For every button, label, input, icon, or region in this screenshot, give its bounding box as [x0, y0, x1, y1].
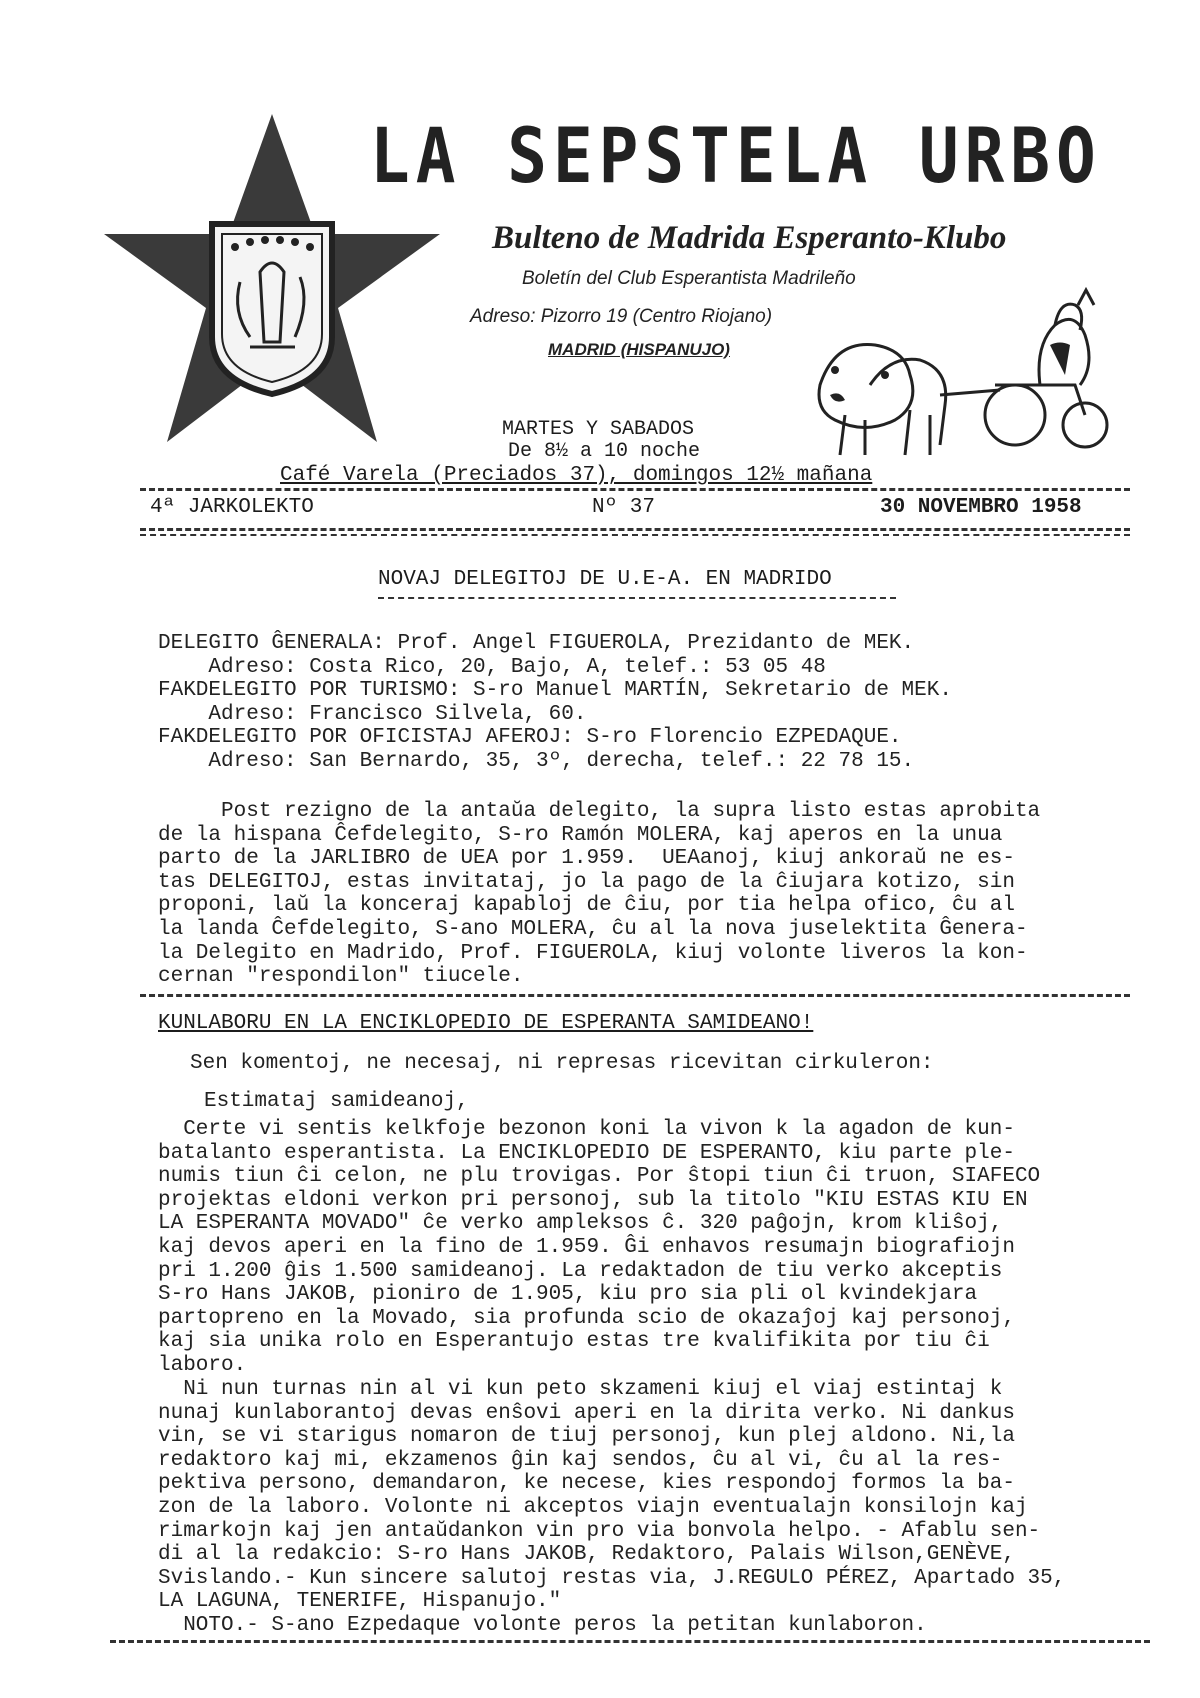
section1-heading-underline	[378, 597, 896, 599]
text-line: numis tiun ĉi celon, ne plu trovigas. Por ŝtopi tiun ĉi truon, SIAFECO	[158, 1165, 1041, 1189]
delegate-line: FAKDELEGITO POR OFICISTAJ AFEROJ: S-ro Florencio EZPEDAQUE.	[158, 726, 902, 750]
text-line: projektas eldoni verkon pri personoj, sub la titolo "KIU ESTAS KIU EN	[158, 1188, 1028, 1212]
text-line: pri 1.200 ĝis 1.500 samideanoj. La redaktadon de tiu verko akceptis	[158, 1259, 1003, 1283]
text-line: laboro.	[158, 1353, 247, 1377]
text-line: vin, se vi starigus nomaron de tiuj personoj, kun plej aldono. Ni,la	[158, 1425, 1015, 1449]
section2-heading: KUNLABORU EN LA ENCIKLOPEDIO DE ESPERANTA SAMIDEANO!	[158, 1012, 814, 1035]
text-line: di al la redakcio: S-ro Hans JAKOB, Redaktoro, Palais Wilson,GENÈVE,	[158, 1543, 1015, 1567]
text-line: partopreno en la Movado, sia profunda scio de okazaĵoj kaj personoj,	[158, 1306, 1015, 1330]
text-line: batalanto esperantista. La ENCIKLOPEDIO DE ESPERANTO, kiu parte ple-	[158, 1141, 1015, 1165]
cibeles-chariot-illustration	[810, 285, 1110, 460]
text-line: tas DELEGITOJ, estas invitataj, jo la pago de la ĉiujara kotizo, sin	[158, 870, 1015, 894]
text-line: la Delegito en Madrido, Prof. FIGUEROLA, kiuj volonte liveros la kon-	[158, 941, 1028, 965]
club-city: MADRID (HISPANUJO)	[548, 340, 730, 359]
text-line: Post rezigno de la antaŭa delegito, la supra listo estas aprobita	[158, 800, 1041, 823]
text-line: rimarkojn kaj jen antaŭdankon vin pro via bonvola helpo. - Afablu sen-	[158, 1519, 1041, 1543]
delegates-list	[158, 632, 952, 774]
delegate-line: DELEGITO ĜENERALA: Prof. Angel FIGUEROLA, Prezidanto de MEK.	[158, 632, 915, 655]
text-line: cernan "respondilon" tiucele.	[158, 965, 524, 989]
delegate-line: Adreso: San Bernardo, 35, 3º, derecha, telef.: 22 78 15.	[158, 749, 915, 773]
footer-divider	[110, 1640, 1150, 1643]
text-line: pektiva persono, demandaron, ke necese, kies respondoj formos la ba-	[158, 1472, 1015, 1496]
text-line: LA ESPERANTA MOVADO" ĉe verko ampleksos ĉ. 320 paĝojn, krom kliŝoj,	[158, 1212, 1003, 1236]
meeting-cafe: Café Varela (Preciados 37), domingos 12½ mañana	[280, 464, 873, 487]
text-line: Certe vi sentis kelkfoje bezonon koni la vivon k la agadon de kun-	[158, 1118, 1015, 1141]
header-divider-2	[140, 528, 1130, 531]
section2-intro: Sen komentoj, ne necesaj, ni represas ricevitan cirkuleron:	[190, 1052, 934, 1075]
meeting-days: MARTES Y SABADOS	[502, 418, 695, 441]
text-line: redaktoro kaj mi, ekzamenos ĝin kaj sendos, ĉu al vi, ĉu al la res-	[158, 1448, 1003, 1472]
delegate-line: Adreso: Francisco Silvela, 60.	[158, 702, 587, 726]
text-line: nunaj kunlaborantoj devas enŝovi aperi en la dirita verko. Ni dankus	[158, 1401, 1015, 1425]
text-line: S-ro Hans JAKOB, pioniro de 1.905, kiu pro sia pli ol kvindekjara	[158, 1283, 978, 1307]
text-line: kaj devos aperi en la fino de 1.959. Ĝi enhavos resumajn biografiojn	[158, 1235, 1015, 1259]
section1-heading: NOVAJ DELEGITOJ DE U.E-A. EN MADRIDO	[378, 568, 832, 591]
delegate-line: Adreso: Costa Rico, 20, Bajo, A, telef.: 53 05 48	[158, 655, 826, 679]
letter-paragraph-1	[158, 1118, 1040, 1378]
section-divider	[140, 994, 1130, 997]
letter-salutation: Estimataj samideanoj,	[204, 1090, 469, 1113]
text-line: parto de la JARLIBRO de UEA por 1.959. UEAanoj, kiuj ankoraŭ ne es-	[158, 847, 1015, 871]
volume-year: 4ª JARKOLEKTO	[150, 496, 314, 519]
meeting-hours: De 8½ a 10 noche	[508, 440, 701, 463]
bulletin-subtitle: Bulteno de Madrida Esperanto-Klubo	[492, 220, 1007, 256]
text-line: de la hispana Ĉefdelegito, S-ro Ramón MOLERA, kaj aperos en la unua	[158, 823, 1003, 847]
text-line: la landa Ĉefdelegito, S-ano MOLERA, ĉu al la nova juselektita Ĝenera-	[158, 917, 1028, 941]
text-line: proponi, laŭ la konceraj kapabloj de ĉiu, por tia helpa ofico, ĉu al	[158, 894, 1015, 918]
note-line: NOTO.- S-ano Ezpedaque volonte peros la petitan kunlaboron.	[158, 1614, 927, 1637]
issue-date: 30 NOVEMBRO 1958	[880, 496, 1082, 519]
club-address: Adreso: Pizorro 19 (Centro Riojano)	[470, 306, 773, 327]
issue-number: Nº 37	[592, 496, 656, 519]
spanish-subtitle: Boletín del Club Esperantista Madrileño	[522, 268, 856, 289]
text-line: Svislando.- Kun sincere salutoj restas via, J.REGULO PÉREZ, Apartado 35,	[158, 1566, 1066, 1590]
header-divider-3	[140, 534, 1130, 536]
masthead-title: LA SEPSTELA URBO	[370, 112, 1102, 201]
letter-paragraph-2	[158, 1378, 1065, 1614]
section1-paragraph	[158, 800, 1040, 989]
text-line: zon de la laboro. Volonte ni akceptos viajn eventualajn konsilojn kaj	[158, 1495, 1028, 1519]
text-line: kaj sia unika rolo en Esperantujo estas tre kvalifikita por tiu ĉi	[158, 1330, 990, 1354]
text-line: Ni nun turnas nin al vi kun peto skzameni kiuj el viaj estintaj k	[158, 1378, 1003, 1401]
madrid-coat-of-arms-icon	[212, 224, 332, 394]
header-divider	[140, 488, 1130, 491]
delegate-line: FAKDELEGITO POR TURISMO: S-ro Manuel MARTÍN, Sekretario de MEK.	[158, 679, 952, 703]
text-line: LA LAGUNA, TENERIFE, Hispanujo."	[158, 1590, 562, 1614]
